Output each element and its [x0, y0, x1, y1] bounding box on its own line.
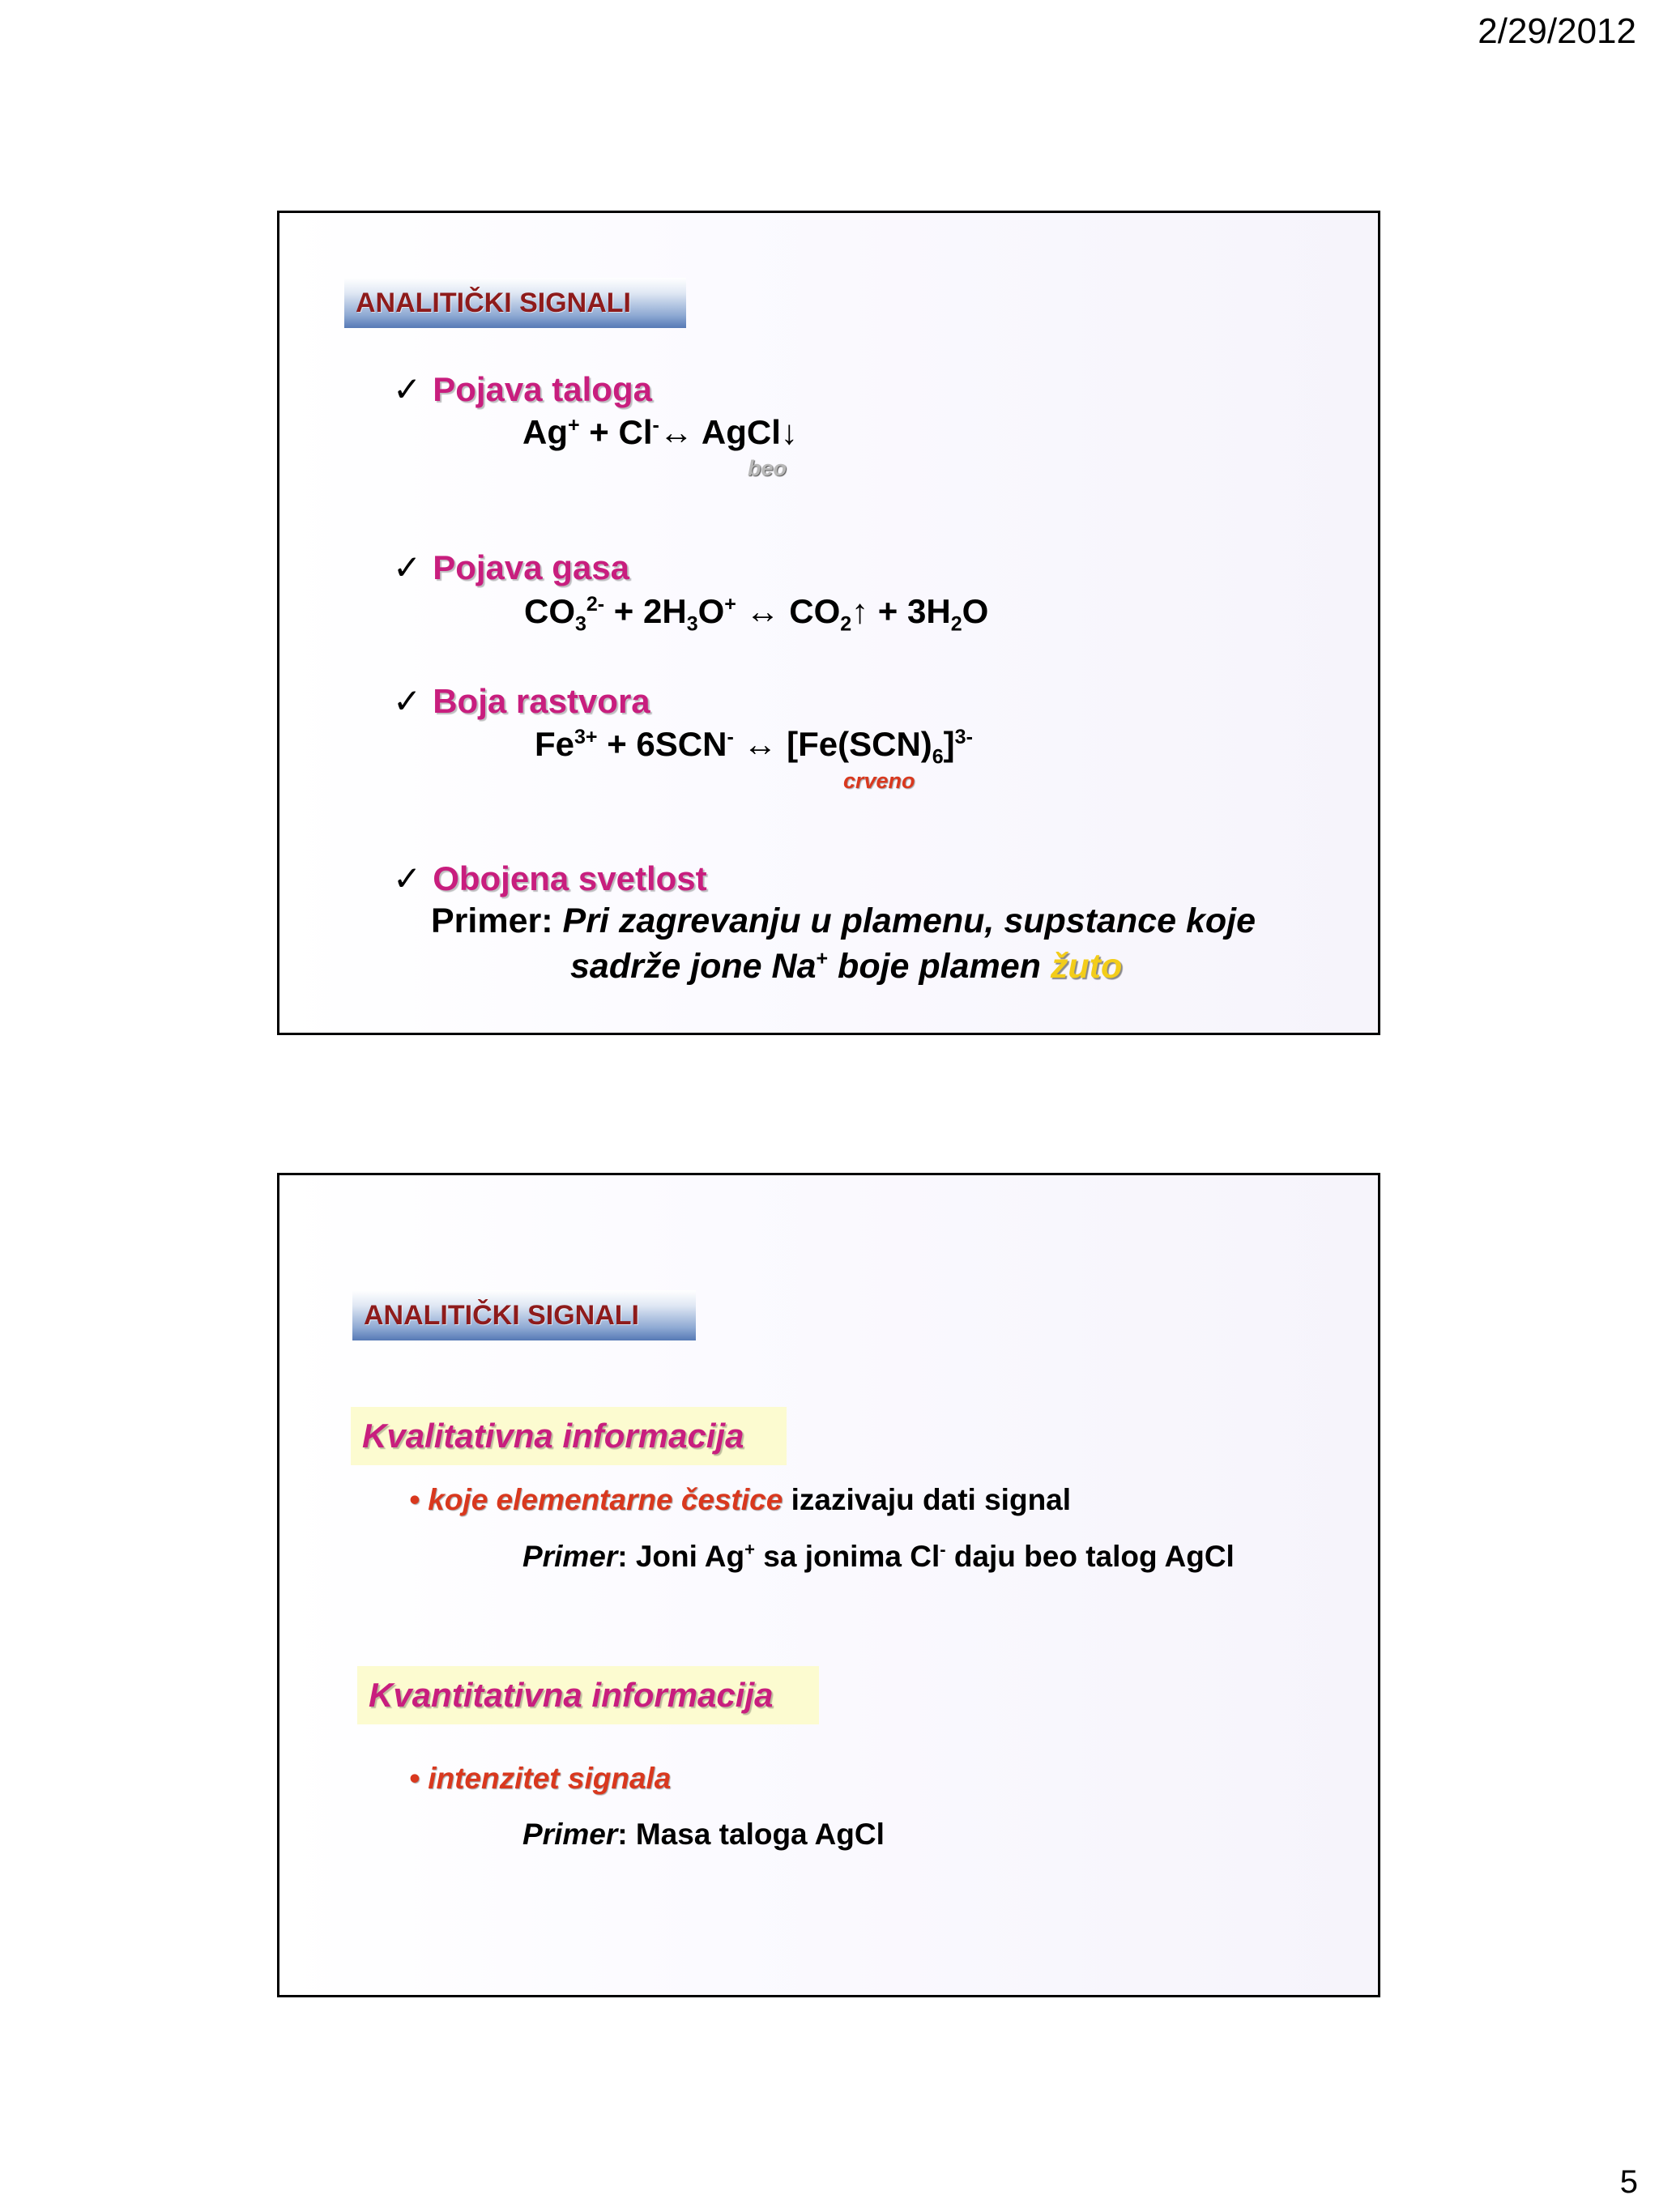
- up-arrow-icon: ↑: [851, 592, 869, 630]
- check-icon: ✓: [393, 682, 422, 720]
- color-word-zuto: žuto: [1050, 947, 1123, 986]
- equilibrium-arrow-icon: ↔: [659, 413, 693, 451]
- item-title: Obojena svetlost: [433, 859, 707, 897]
- date-header: 2/29/2012: [1478, 11, 1636, 51]
- item-title: Boja rastvora: [433, 682, 650, 720]
- equation-gas: $CO_3^{2-} + 2H_3O^+$ ↔ $CO_2↑ + 3H_2O$: [524, 592, 989, 636]
- item-pojava-gasa: [393, 548, 629, 587]
- item-boja-rastvora: [393, 681, 650, 721]
- item-pojava-taloga: [393, 369, 652, 409]
- item-obojena-svetlost: [393, 859, 707, 898]
- qualitative-example: Primer: Joni Ag+ sa jonima Cl- daju beo talog AgCl: [522, 1539, 1235, 1573]
- quantitative-heading: Kvantitativna informacija: [357, 1666, 819, 1724]
- qualitative-heading: Kvalitativna informacija: [351, 1407, 787, 1465]
- quantitative-example: Primer: Masa taloga AgCl: [522, 1818, 885, 1851]
- quantitative-bullet: • intenzitet signala: [409, 1762, 672, 1795]
- down-arrow-icon: ↓: [780, 413, 798, 451]
- section-label: ANALITIČKI SIGNALI: [344, 278, 686, 328]
- page-number: 5: [1619, 2164, 1638, 2200]
- equilibrium-arrow-icon: ↔: [733, 725, 787, 763]
- check-icon: ✓: [393, 548, 422, 586]
- item-title: Pojava taloga: [433, 370, 652, 408]
- note-crveno: crveno: [843, 769, 915, 793]
- section-label: ANALITIČKI SIGNALI: [352, 1290, 696, 1340]
- equation-color: $Fe^{3+} + 6SCN^-$ ↔ $[Fe(SCN)_6]^{3-}$: [535, 725, 973, 769]
- slide-analytical-signals-2: [277, 1173, 1380, 1997]
- slide-analytical-signals-1: [277, 211, 1380, 1035]
- check-icon: ✓: [393, 859, 422, 897]
- check-icon: ✓: [393, 370, 422, 408]
- qualitative-bullet: • koje elementarne čestice izazivaju dati signal: [409, 1483, 1072, 1516]
- equation-precipitate: Ag+ + Cl-↔ AgCl↓: [522, 413, 798, 451]
- equilibrium-arrow-icon: ↔: [736, 592, 790, 630]
- item-title: Pojava gasa: [433, 548, 630, 586]
- flame-example-line2: sadrže jone Na+ boje plamen žuto: [570, 947, 1123, 986]
- note-beo: beo: [748, 456, 787, 480]
- flame-example-line1: Primer: Pri zagrevanju u plamenu, supstance koje: [431, 901, 1256, 940]
